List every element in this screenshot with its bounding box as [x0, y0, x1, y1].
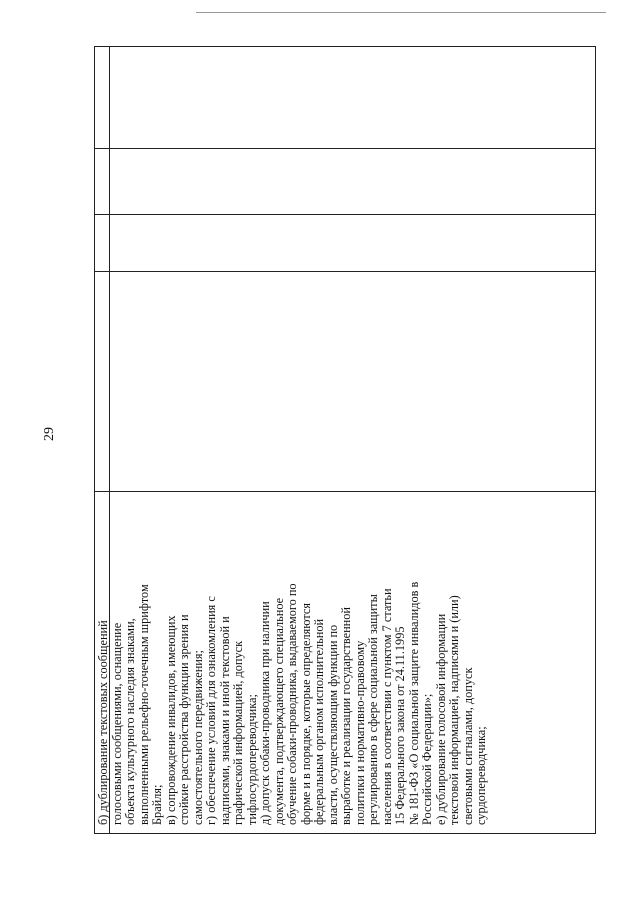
scan-edge-line	[196, 12, 606, 13]
table-row-divider	[95, 271, 595, 272]
table-row-divider	[95, 148, 595, 149]
table-row-divider	[95, 491, 595, 492]
accessibility-measures-text: б) дублирование текстовых сообщений голосовыми сообщениями, оснащение объекта культурного наследия знаками, выполненными рельефно-точечным шрифтом Брайля; в) сопровождение инвалидов, имеющих стойкие расстройства функции зрения и самостоятельного передвижения; г) обеспечение условий для ознакомления с надписями, знаками и иной текстовой и графической информацией, допуск тифлосурдопереводчика; д) допуск собаки-проводника при наличии документа, подтверждающего специальное обучение собаки-проводника, выдаваемого по форме и в порядке, которые определяются федеральным органом исполнительной власти, осуществляющим функции по выработке и реализации государственной политики и нормативно-правовому регулированию в сфере социальной защиты населения в соответствии с пунктом 7 статьи 15 Федерального закона от 24.11.1995 № 181-ФЗ «О социальной защите инвалидов в Российской Федерации»; е) дублирование голосовой информации текстовой информацией, надписями и (или) световыми сигналами, допуск сурдопереводчика;	[96, 581, 488, 825]
accessibility-measures-cell	[96, 493, 488, 825]
table-row-divider	[95, 214, 595, 215]
page-number: 29	[42, 427, 57, 441]
rotated-table	[94, 46, 596, 834]
